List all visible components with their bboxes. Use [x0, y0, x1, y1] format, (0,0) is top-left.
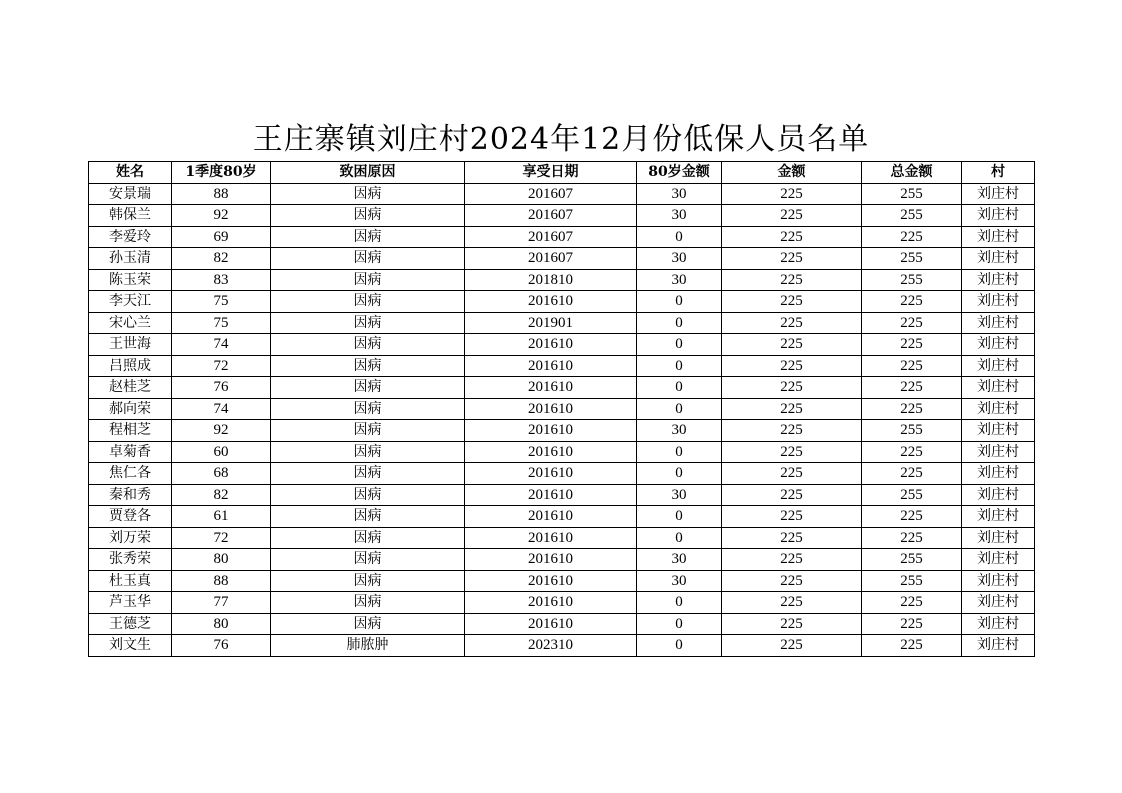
cell-reason: 因病 — [271, 183, 465, 205]
cell-name: 李天江 — [89, 291, 172, 313]
cell-age: 82 — [172, 248, 271, 270]
cell-age: 76 — [172, 635, 271, 657]
cell-total: 225 — [862, 635, 962, 657]
cell-date: 201610 — [465, 420, 637, 442]
cell-village: 刘庄村 — [962, 506, 1035, 528]
cell-age-80-amount: 30 — [637, 248, 722, 270]
cell-village: 刘庄村 — [962, 613, 1035, 635]
header-start-date: 享受日期 — [465, 162, 637, 184]
cell-amount: 225 — [722, 226, 862, 248]
table-row — [89, 527, 1035, 549]
cell-age-80-amount: 0 — [637, 312, 722, 334]
cell-name: 刘文生 — [89, 635, 172, 657]
cell-date: 201610 — [465, 527, 637, 549]
cell-total: 255 — [862, 269, 962, 291]
cell-reason: 因病 — [271, 291, 465, 313]
table-header-row — [89, 162, 1035, 184]
cell-amount: 225 — [722, 248, 862, 270]
table-row — [89, 183, 1035, 205]
cell-name: 赵桂芝 — [89, 377, 172, 399]
cell-date: 201607 — [465, 226, 637, 248]
cell-age: 82 — [172, 484, 271, 506]
cell-name: 张秀荣 — [89, 549, 172, 571]
cell-name: 李爱玲 — [89, 226, 172, 248]
cell-date: 201610 — [465, 441, 637, 463]
cell-total: 225 — [862, 441, 962, 463]
cell-name: 郝向荣 — [89, 398, 172, 420]
table-row — [89, 549, 1035, 571]
cell-age: 76 — [172, 377, 271, 399]
cell-date: 201607 — [465, 183, 637, 205]
cell-reason: 因病 — [271, 463, 465, 485]
cell-date: 201607 — [465, 205, 637, 227]
cell-amount: 225 — [722, 527, 862, 549]
cell-amount: 225 — [722, 592, 862, 614]
cell-amount: 225 — [722, 269, 862, 291]
cell-reason: 因病 — [271, 312, 465, 334]
cell-amount: 225 — [722, 334, 862, 356]
table-row — [89, 441, 1035, 463]
cell-reason: 因病 — [271, 549, 465, 571]
cell-date: 201610 — [465, 613, 637, 635]
cell-total: 225 — [862, 291, 962, 313]
cell-age: 61 — [172, 506, 271, 528]
table-row — [89, 506, 1035, 528]
header-village: 村 — [962, 162, 1035, 184]
cell-village: 刘庄村 — [962, 312, 1035, 334]
cell-name: 芦玉华 — [89, 592, 172, 614]
cell-amount: 225 — [722, 463, 862, 485]
cell-age-80-amount: 0 — [637, 377, 722, 399]
cell-age-80-amount: 0 — [637, 506, 722, 528]
cell-village: 刘庄村 — [962, 291, 1035, 313]
cell-age-80-amount: 0 — [637, 613, 722, 635]
cell-total: 225 — [862, 355, 962, 377]
cell-age: 72 — [172, 527, 271, 549]
cell-age: 88 — [172, 570, 271, 592]
cell-name: 秦和秀 — [89, 484, 172, 506]
cell-age-80-amount: 30 — [637, 570, 722, 592]
table-row — [89, 570, 1035, 592]
cell-reason: 因病 — [271, 527, 465, 549]
header-total-amount: 总金额 — [862, 162, 962, 184]
cell-amount: 225 — [722, 291, 862, 313]
cell-date: 201610 — [465, 549, 637, 571]
cell-date: 201810 — [465, 269, 637, 291]
cell-age-80-amount: 0 — [637, 334, 722, 356]
cell-date: 201610 — [465, 463, 637, 485]
cell-village: 刘庄村 — [962, 269, 1035, 291]
cell-total: 225 — [862, 592, 962, 614]
cell-reason: 因病 — [271, 355, 465, 377]
cell-name: 韩保兰 — [89, 205, 172, 227]
table-row — [89, 635, 1035, 657]
cell-date: 201610 — [465, 570, 637, 592]
cell-total: 225 — [862, 463, 962, 485]
cell-age: 75 — [172, 291, 271, 313]
cell-village: 刘庄村 — [962, 441, 1035, 463]
cell-village: 刘庄村 — [962, 463, 1035, 485]
cell-village: 刘庄村 — [962, 527, 1035, 549]
cell-village: 刘庄村 — [962, 549, 1035, 571]
table-row — [89, 463, 1035, 485]
header-name: 姓名 — [89, 162, 172, 184]
cell-total: 225 — [862, 506, 962, 528]
cell-reason: 因病 — [271, 269, 465, 291]
cell-age-80-amount: 0 — [637, 398, 722, 420]
subsistence-roster-table — [88, 161, 1035, 657]
cell-name: 杜玉真 — [89, 570, 172, 592]
cell-age: 74 — [172, 334, 271, 356]
table-row — [89, 592, 1035, 614]
cell-age: 92 — [172, 420, 271, 442]
cell-total: 255 — [862, 248, 962, 270]
cell-reason: 因病 — [271, 377, 465, 399]
cell-age: 80 — [172, 549, 271, 571]
cell-name: 安景瑞 — [89, 183, 172, 205]
cell-reason: 因病 — [271, 398, 465, 420]
cell-age-80-amount: 30 — [637, 205, 722, 227]
cell-total: 255 — [862, 484, 962, 506]
header-age-80: 1季度80岁 — [172, 162, 271, 184]
cell-reason: 肺脓肿 — [271, 635, 465, 657]
cell-village: 刘庄村 — [962, 398, 1035, 420]
cell-amount: 225 — [722, 484, 862, 506]
cell-village: 刘庄村 — [962, 592, 1035, 614]
cell-name: 孙玉清 — [89, 248, 172, 270]
cell-date: 201610 — [465, 484, 637, 506]
cell-total: 225 — [862, 312, 962, 334]
cell-name: 程相芝 — [89, 420, 172, 442]
table-row — [89, 312, 1035, 334]
cell-total: 255 — [862, 420, 962, 442]
cell-total: 225 — [862, 334, 962, 356]
cell-name: 王世海 — [89, 334, 172, 356]
cell-age: 80 — [172, 613, 271, 635]
cell-total: 225 — [862, 398, 962, 420]
cell-reason: 因病 — [271, 334, 465, 356]
cell-reason: 因病 — [271, 506, 465, 528]
cell-reason: 因病 — [271, 248, 465, 270]
cell-name: 卓菊香 — [89, 441, 172, 463]
cell-name: 宋心兰 — [89, 312, 172, 334]
cell-name: 刘万荣 — [89, 527, 172, 549]
cell-age: 83 — [172, 269, 271, 291]
cell-age-80-amount: 30 — [637, 420, 722, 442]
cell-village: 刘庄村 — [962, 248, 1035, 270]
table-row — [89, 269, 1035, 291]
cell-reason: 因病 — [271, 226, 465, 248]
cell-age: 69 — [172, 226, 271, 248]
cell-age-80-amount: 0 — [637, 291, 722, 313]
table-row — [89, 420, 1035, 442]
cell-amount: 225 — [722, 377, 862, 399]
cell-name: 王德芝 — [89, 613, 172, 635]
cell-village: 刘庄村 — [962, 377, 1035, 399]
table-row — [89, 377, 1035, 399]
cell-age: 92 — [172, 205, 271, 227]
cell-total: 255 — [862, 570, 962, 592]
cell-amount: 225 — [722, 398, 862, 420]
cell-village: 刘庄村 — [962, 484, 1035, 506]
cell-age: 74 — [172, 398, 271, 420]
cell-village: 刘庄村 — [962, 226, 1035, 248]
cell-age-80-amount: 0 — [637, 226, 722, 248]
cell-age-80-amount: 0 — [637, 441, 722, 463]
header-age-80-amount: 80岁金额 — [637, 162, 722, 184]
cell-date: 201610 — [465, 377, 637, 399]
table-body — [89, 183, 1035, 656]
cell-total: 225 — [862, 527, 962, 549]
cell-reason: 因病 — [271, 420, 465, 442]
cell-age-80-amount: 0 — [637, 527, 722, 549]
cell-total: 255 — [862, 549, 962, 571]
cell-date: 201607 — [465, 248, 637, 270]
cell-age: 60 — [172, 441, 271, 463]
cell-date: 201901 — [465, 312, 637, 334]
table-row — [89, 355, 1035, 377]
cell-date: 201610 — [465, 334, 637, 356]
cell-date: 201610 — [465, 398, 637, 420]
cell-amount: 225 — [722, 355, 862, 377]
cell-amount: 225 — [722, 183, 862, 205]
cell-age: 72 — [172, 355, 271, 377]
cell-village: 刘庄村 — [962, 355, 1035, 377]
cell-age: 88 — [172, 183, 271, 205]
cell-total: 225 — [862, 377, 962, 399]
cell-amount: 225 — [722, 420, 862, 442]
cell-age: 75 — [172, 312, 271, 334]
cell-age: 68 — [172, 463, 271, 485]
cell-village: 刘庄村 — [962, 570, 1035, 592]
table-row — [89, 398, 1035, 420]
cell-date: 201610 — [465, 291, 637, 313]
cell-total: 255 — [862, 205, 962, 227]
document-title: 王庄寨镇刘庄村2024年12月份低保人员名单 — [252, 122, 870, 157]
cell-name: 焦仁各 — [89, 463, 172, 485]
cell-amount: 225 — [722, 441, 862, 463]
cell-amount: 225 — [722, 506, 862, 528]
cell-village: 刘庄村 — [962, 205, 1035, 227]
cell-reason: 因病 — [271, 570, 465, 592]
cell-reason: 因病 — [271, 592, 465, 614]
table-row — [89, 226, 1035, 248]
cell-amount: 225 — [722, 635, 862, 657]
cell-name: 贾登各 — [89, 506, 172, 528]
header-hardship-reason: 致困原因 — [271, 162, 465, 184]
table-row — [89, 205, 1035, 227]
cell-reason: 因病 — [271, 484, 465, 506]
cell-age-80-amount: 30 — [637, 484, 722, 506]
cell-age-80-amount: 0 — [637, 635, 722, 657]
cell-date: 201610 — [465, 355, 637, 377]
cell-amount: 225 — [722, 570, 862, 592]
cell-date: 202310 — [465, 635, 637, 657]
table-row — [89, 613, 1035, 635]
cell-village: 刘庄村 — [962, 635, 1035, 657]
cell-total: 255 — [862, 183, 962, 205]
cell-name: 吕照成 — [89, 355, 172, 377]
cell-amount: 225 — [722, 312, 862, 334]
table-row — [89, 291, 1035, 313]
cell-age-80-amount: 30 — [637, 269, 722, 291]
cell-village: 刘庄村 — [962, 420, 1035, 442]
cell-age-80-amount: 30 — [637, 183, 722, 205]
cell-age-80-amount: 0 — [637, 592, 722, 614]
header-amount: 金额 — [722, 162, 862, 184]
cell-age: 77 — [172, 592, 271, 614]
cell-amount: 225 — [722, 205, 862, 227]
table-row — [89, 334, 1035, 356]
cell-village: 刘庄村 — [962, 183, 1035, 205]
cell-village: 刘庄村 — [962, 334, 1035, 356]
cell-date: 201610 — [465, 592, 637, 614]
cell-reason: 因病 — [271, 613, 465, 635]
cell-total: 225 — [862, 226, 962, 248]
table-row — [89, 484, 1035, 506]
cell-reason: 因病 — [271, 205, 465, 227]
table-row — [89, 248, 1035, 270]
cell-amount: 225 — [722, 549, 862, 571]
cell-date: 201610 — [465, 506, 637, 528]
cell-age-80-amount: 0 — [637, 463, 722, 485]
cell-reason: 因病 — [271, 441, 465, 463]
cell-amount: 225 — [722, 613, 862, 635]
cell-total: 225 — [862, 613, 962, 635]
cell-age-80-amount: 30 — [637, 549, 722, 571]
cell-age-80-amount: 0 — [637, 355, 722, 377]
cell-name: 陈玉荣 — [89, 269, 172, 291]
